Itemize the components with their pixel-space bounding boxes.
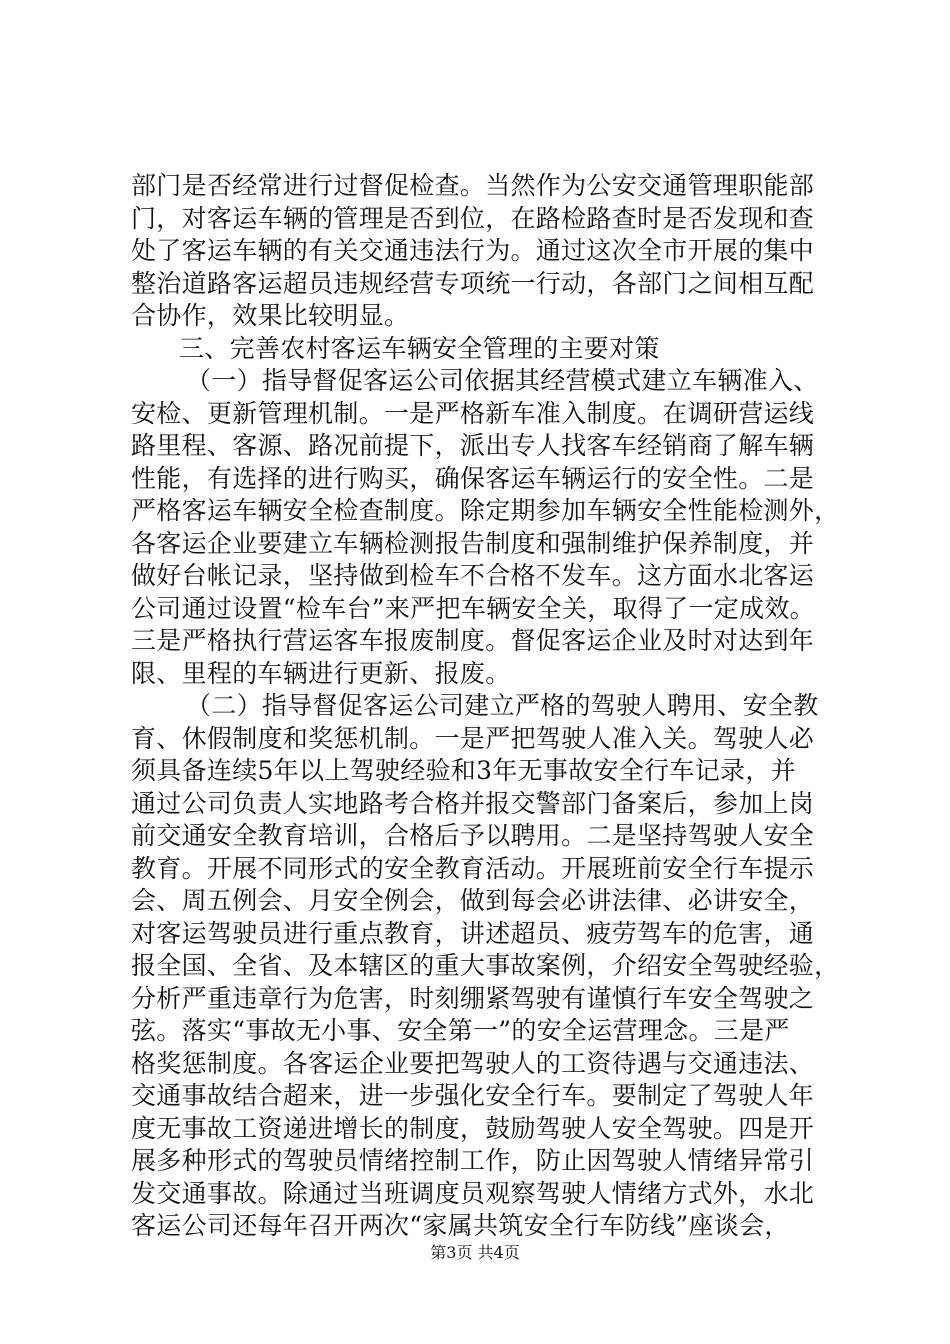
text-line: 格奖惩制度。各客运企业要把驾驶人的工资待遇与交通违法、: [131, 1048, 815, 1078]
text-line: （一）指导督促客运公司依据其经营模式建立车辆准入、: [186, 366, 819, 395]
text-line: 做好台帐记录，坚持做到检车不合格不发车。这方面水北客运: [131, 561, 815, 590]
text-line: 会、周五例会、月安全例会，做到每会必讲法律、必讲安全，: [131, 886, 815, 915]
text-line: 严格客运车辆安全检查制度。除定期参加车辆安全性能检测外，: [131, 496, 840, 525]
text-line: 客运公司还每年召开两次“家属共筑安全行车防线”座谈会，: [131, 1211, 790, 1240]
text-line: 部门是否经常进行过督促检查。当然作为公安交通管理职能部: [131, 171, 815, 200]
text-line: 对客运驾驶员进行重点教育，讲述超员、疲劳驾车的危害，通: [131, 918, 815, 948]
text-line: 公司通过设置“检车台”来严把车辆安全关，取得了一定成效。: [131, 593, 815, 623]
text-line: 合协作，效果比较明显。: [131, 301, 410, 330]
text-line: 育、休假制度和奖惩机制。一是严把驾驶人准入关。驾驶人必: [131, 723, 815, 753]
section-heading: 三、完善农村客运车辆安全管理的主要对策: [179, 333, 660, 363]
text-line: 度无事故工资递进增长的制度，鼓励驾驶人安全驾驶。四是开: [131, 1113, 815, 1143]
page-number-footer: 第3页 共4页: [430, 1243, 520, 1262]
text-line: 通过公司负责人实地路考合格并报交警部门备案后，参加上岗: [131, 788, 815, 818]
text-line: 交通事故结合超来，进一步强化安全行车。要制定了驾驶人年: [131, 1081, 815, 1110]
text-line: 限、里程的车辆进行更新、报废。: [131, 658, 511, 688]
text-line: 各客运企业要建立车辆检测报告制度和强制维护保养制度，并: [131, 528, 815, 558]
text-line: 整治道路客运超员违规经营专项统一行动，各部门之间相互配: [131, 268, 815, 298]
text-line: 三是严格执行营运客车报废制度。督促客运企业及时对达到年: [131, 626, 815, 655]
text-line: 安检、更新管理机制。一是严格新车准入制度。在调研营运线: [131, 398, 815, 428]
text-line: （二）指导督促客运公司建立严格的驾驶人聘用、安全教: [186, 691, 819, 720]
text-line: 展多种形式的驾驶员情绪控制工作，防止因驾驶人情绪异常引: [131, 1146, 815, 1175]
text-line: 分析严重违章行为危害，时刻绷紧驾驶有谨慎行车安全驾驶之: [131, 983, 815, 1013]
text-line: 须具备连续5年以上驾驶经验和3年无事故安全行车记录，并: [131, 756, 796, 785]
document-body: [131, 170, 840, 1243]
text-line: 报全国、全省、及本辖区的重大事故案例，介绍安全驾驶经验，: [131, 951, 840, 980]
text-line: 弦。落实“事故无小事、安全第一”的安全运营理念。三是严: [131, 1016, 790, 1045]
text-line: 路里程、客源、路况前提下，派出专人找客车经销商了解车辆: [131, 431, 815, 460]
text-line: 性能，有选择的进行购买，确保客运车辆运行的安全性。二是: [131, 463, 815, 493]
text-line: 门，对客运车辆的管理是否到位，在路检路查时是否发现和查: [131, 203, 815, 233]
text-line: 处了客运车辆的有关交通违法行为。通过这次全市开展的集中: [131, 236, 815, 265]
text-line: 教育。开展不同形式的安全教育活动。开展班前安全行车提示: [131, 853, 815, 883]
text-line: 发交通事故。除通过当班调度员观察驾驶人情绪方式外，水北: [131, 1178, 815, 1208]
text-line: 前交通安全教育培训，合格后予以聘用。二是坚持驾驶人安全: [131, 821, 815, 850]
